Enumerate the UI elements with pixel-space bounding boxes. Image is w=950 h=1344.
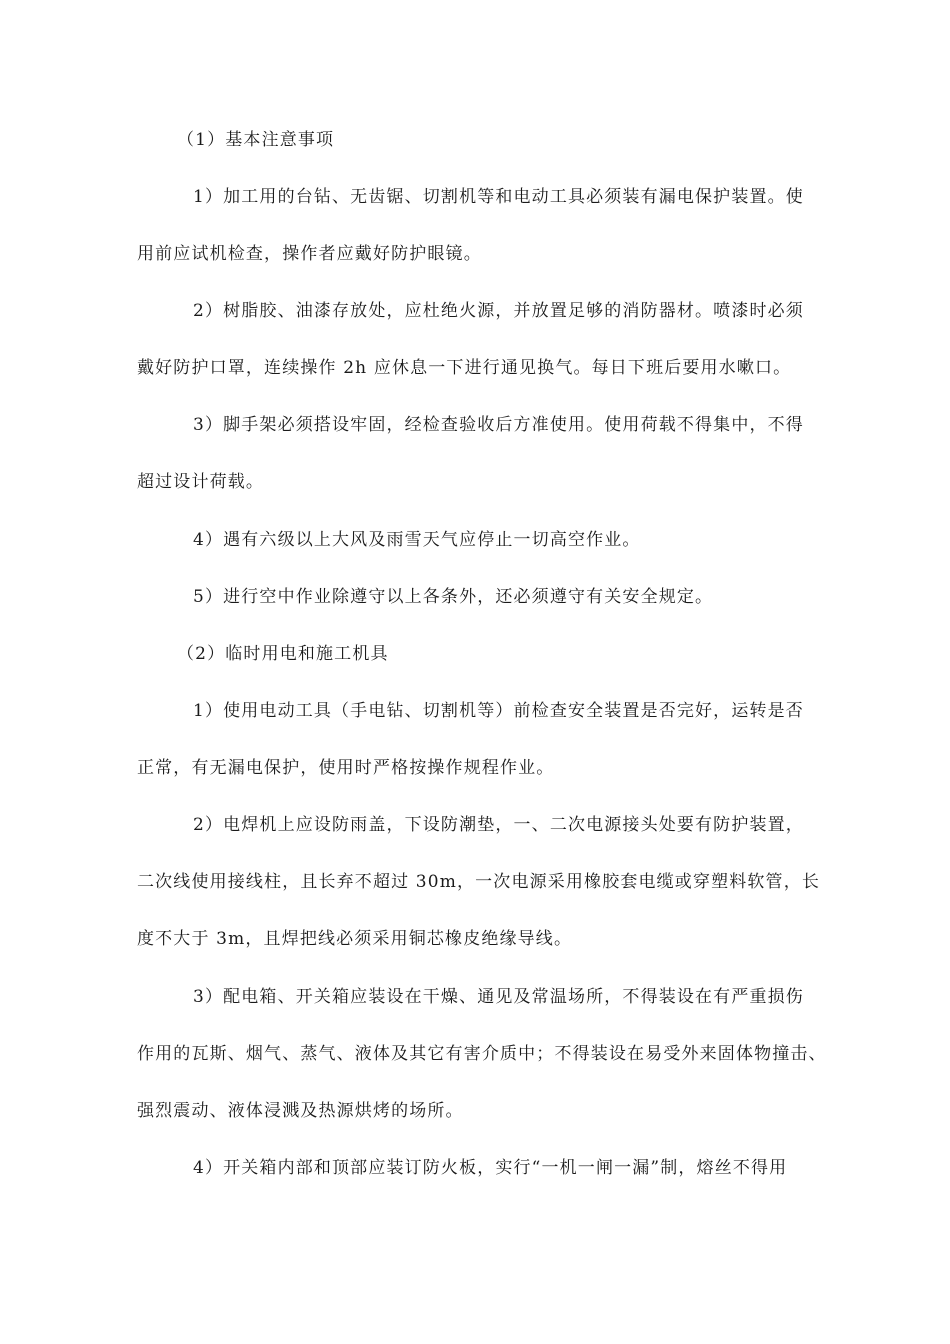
- paragraph-2-1-line-1: 1）使用电动工具（手电钻、切割机等）前检查安全装置是否完好，运转是否: [193, 701, 804, 721]
- paragraph-2-3-line-2: 作用的瓦斯、烟气、蒸气、液体及其它有害介质中；不得装设在易受外来固体物撞击、: [137, 1044, 827, 1064]
- paragraph-1-1-line-2: 用前应试机检查，操作者应戴好防护眼镜。: [137, 244, 482, 264]
- section-heading-1: （1）基本注意事项: [177, 130, 335, 150]
- paragraph-1-3-line-1: 3）脚手架必须搭设牢固，经检查验收后方准使用。使用荷载不得集中，不得: [193, 415, 804, 435]
- paragraph-1-2-line-1: 2）树脂胶、油漆存放处，应杜绝火源，并放置足够的消防器材。喷漆时必须: [193, 301, 804, 321]
- paragraph-1-1-line-1: 1）加工用的台钻、无齿锯、切割机等和电动工具必须装有漏电保护装置。使: [193, 187, 804, 207]
- paragraph-1-3-line-2: 超过设计荷载。: [137, 472, 265, 492]
- paragraph-2-3-line-3: 强烈震动、液体浸溅及热源烘烤的场所。: [137, 1101, 464, 1121]
- paragraph-2-3-line-1: 3）配电箱、开关箱应装设在干燥、通见及常温场所，不得装设在有严重损伤: [193, 987, 804, 1007]
- section-heading-2: （2）临时用电和施工机具: [177, 644, 389, 664]
- paragraph-2-1-line-2: 正常，有无漏电保护，使用时严格按操作规程作业。: [137, 758, 555, 778]
- paragraph-2-2-line-3: 度不大于 3m，且焊把线必须采用铜芯橡皮绝缘导线。: [137, 929, 573, 949]
- paragraph-1-2-line-2: 戴好防护口罩，连续操作 2h 应休息一下进行通见换气。每日下班后要用水嗽口。: [137, 358, 792, 378]
- paragraph-2-4-line-1: 4）开关箱内部和顶部应装订防火板，实行“一机一闸一漏”制，熔丝不得用: [193, 1158, 788, 1178]
- paragraph-2-2-line-1: 2）电焊机上应设防雨盖，下设防潮垫，一、二次电源接头处要有防护装置，: [193, 815, 804, 835]
- paragraph-1-4-line-1: 4）遇有六级以上大风及雨雪天气应停止一切高空作业。: [193, 530, 641, 550]
- paragraph-1-5-line-1: 5）进行空中作业除遵守以上各条外，还必须遵守有关安全规定。: [193, 587, 714, 607]
- paragraph-2-2-line-2: 二次线使用接线柱，且长弃不超过 30m，一次电源采用橡胶套电缆或穿塑料软管，长: [137, 872, 821, 892]
